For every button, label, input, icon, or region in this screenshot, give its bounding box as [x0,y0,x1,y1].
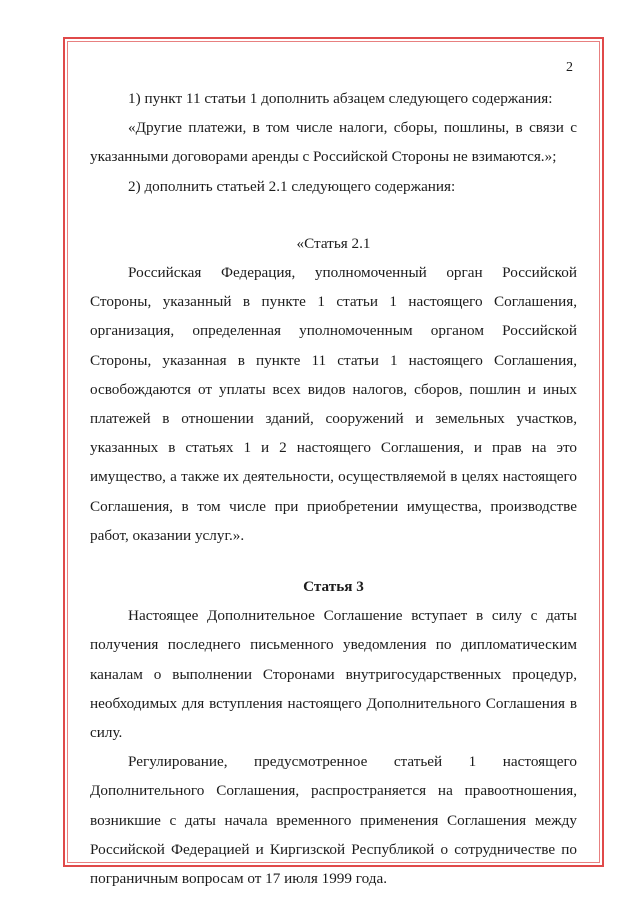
article-2-1-title: «Статья 2.1 [296,234,371,252]
article-2-1-text: Российская Федерация, уполномоченный орган Российской Стороны, указанный в пункте 1 статьи 1 настоящего Соглашения, организация, определенная уполномоченным органом Российской Стороны, указанная в пункте 11 статьи 1 настоящего Соглашения, освобождаются от уплаты всех видов налогов, сборов, пошлин и иных платежей в отношении зданий, сооружений и земельных участков, указанных в статьях 1 и 2 настоящего Соглашения, и прав на это имущество, а также их деятельности, осуществляемой в целях настоящего Соглашения, в том числе при приобретении имущества, производстве работ, оказании услуг.». [90,264,577,544]
spacer [90,550,577,572]
amendment-1-text: «Другие платежи, в том числе налоги, сборы, пошлины, в связи с указанными договорами аренды с Российской Стороны не взимаются.»; [90,119,577,166]
spacer [90,201,577,229]
article-3-paragraph-2: Регулирование, предусмотренное статьей 1 настоящего Дополнительного Соглашения, распространяется на правоотношения, возникшие с даты начала временного применения Соглашения между Российской Федерацией и Киргизской Республикой о сотрудничестве по пограничным вопросам от 17 июля 1999 года. [90,753,577,888]
article-3-title: Статья 3 [303,578,364,596]
article-3-paragraph-1: Настоящее Дополнительное Соглашение вступает в силу с даты получения последнего письменного уведомления по дипломатическим каналам о выполнении Сторонами внутригосударственных процедур, необходимых для вступления настоящего Дополнительного Соглашения в силу. [90,607,577,742]
document-body [90,84,577,893]
amendment-1: 1) пункт 11 статьи 1 дополнить абзацем следующего содержания: [128,90,553,107]
amendment-2: 2) дополнить статьей 2.1 следующего содержания: [128,177,456,195]
page-number: 2 [566,60,573,75]
